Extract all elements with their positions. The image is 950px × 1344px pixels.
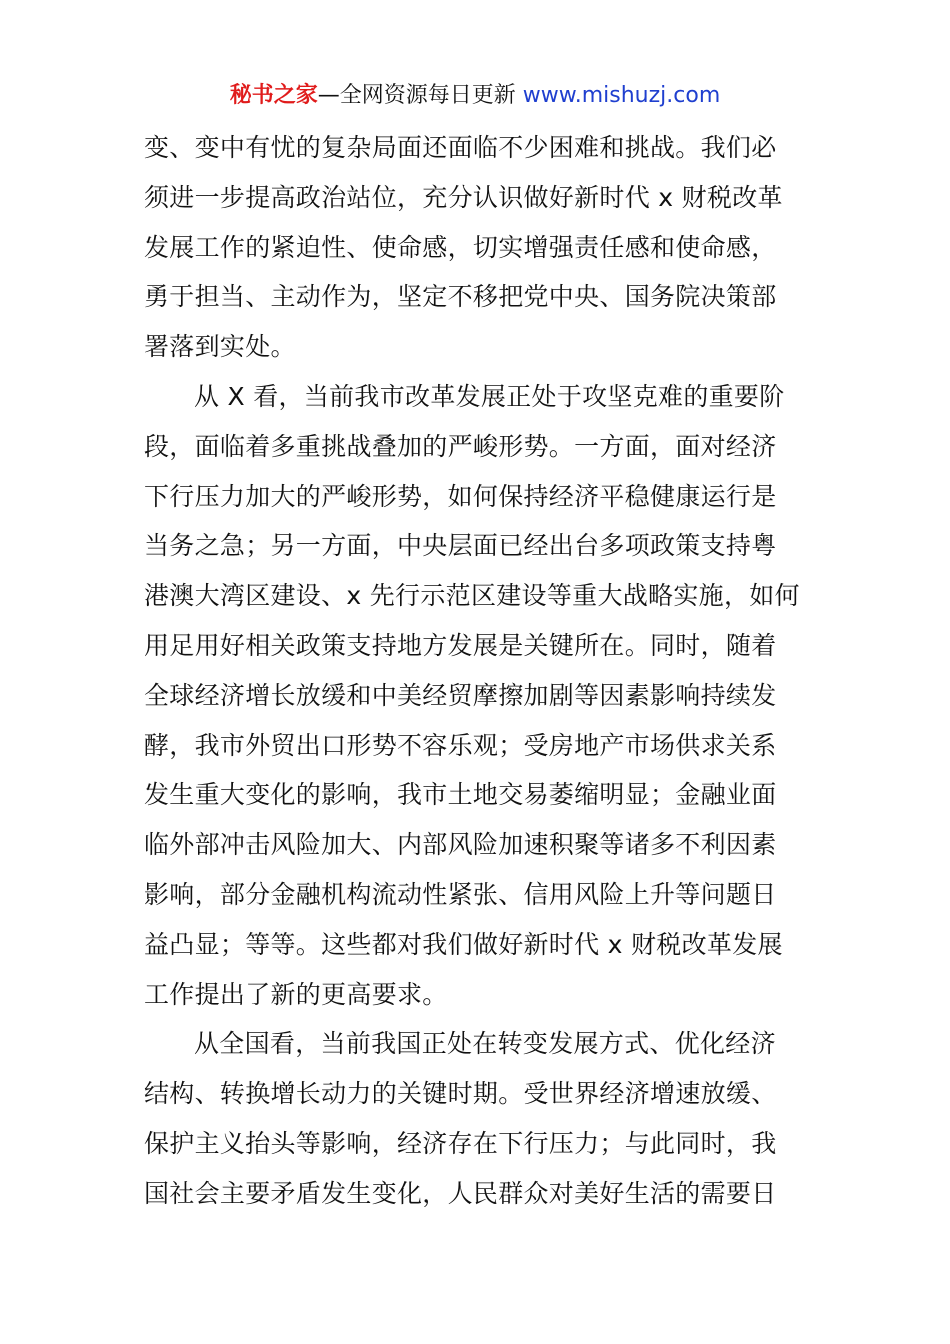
text-line: 变、变中有忧的复杂局面还面临不少困难和挑战。我们必 (144, 133, 777, 162)
text-line: 保护主义抬头等影响，经济存在下行压力；与此同时，我 (144, 1128, 777, 1158)
text-line: 当务之急；另一方面，中央层面已经出台多项政策支持粤 (144, 531, 777, 561)
text-line: 署落到实处。 (144, 332, 296, 362)
paragraph-2 (144, 372, 808, 1019)
text-line: 酵，我市外贸出口形势不容乐观；受房地产市场供求关系 (144, 730, 777, 760)
text-line: 影响，部分金融机构流动性紧张、信用风险上升等问题日 (144, 879, 777, 909)
text-line: 国社会主要矛盾发生变化，人民群众对美好生活的需要日 (144, 1178, 777, 1208)
text-line: 从全国看，当前我国正处在转变发展方式、优化经济 (194, 1029, 776, 1059)
text-line: 从 X 看，当前我市改革发展正处于攻坚克难的重要阶 (194, 381, 785, 411)
text-line: 港澳大湾区建设、x 先行示范区建设等重大战略实施，如何 (144, 581, 800, 611)
text-line: 益凸显；等等。这些都对我们做好新时代 x 财税改革发展 (144, 929, 783, 959)
text-line: 发生重大变化的影响，我市土地交易萎缩明显；金融业面 (144, 780, 777, 810)
text-line: 用足用好相关政策支持地方发展是关键所在。同时，随着 (144, 630, 777, 660)
paragraph-1 (144, 123, 808, 372)
paragraph-3 (144, 1019, 808, 1218)
header-tagline: —全网资源每日更新 (317, 83, 523, 108)
text-line: 勇于担当、主动作为，坚定不移把党中央、国务院决策部 (144, 282, 777, 312)
site-url[interactable]: www.mishuzj.com (522, 83, 721, 108)
text-line: 工作提出了新的更高要求。 (144, 979, 448, 1009)
text-line: 全球经济增长放缓和中美经贸摩擦加剧等因素影响持续发 (144, 680, 777, 710)
brand-name: 秘书之家 (229, 83, 318, 108)
page-header (0, 80, 950, 112)
text-line: 须进一步提高政治站位，充分认识做好新时代 x 财税改革 (144, 182, 783, 212)
text-line: 临外部冲击风险加大、内部风险加速积聚等诸多不利因素 (144, 830, 777, 860)
text-line: 段，面临着多重挑战叠加的严峻形势。一方面，面对经济 (144, 431, 777, 461)
document-body (144, 123, 808, 1219)
text-line: 下行压力加大的严峻形势，如何保持经济平稳健康运行是 (144, 481, 777, 511)
text-line: 发展工作的紧迫性、使命感，切实增强责任感和使命感， (144, 232, 777, 262)
text-line: 结构、转换增长动力的关键时期。受世界经济增速放缓、 (144, 1079, 777, 1109)
